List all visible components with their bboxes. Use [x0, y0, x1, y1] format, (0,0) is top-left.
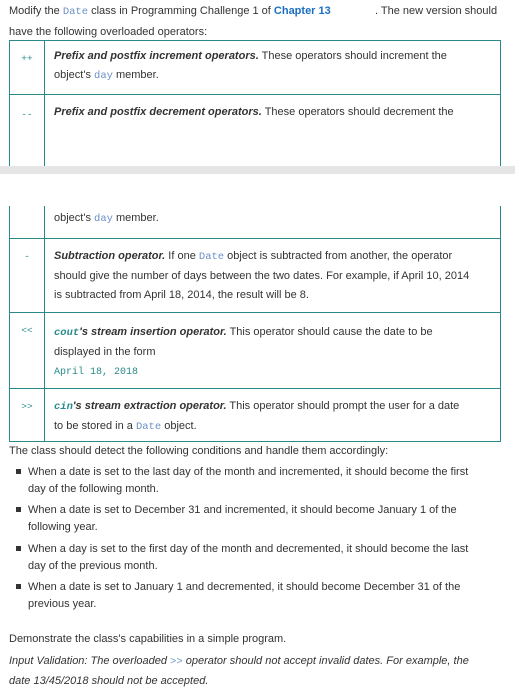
operator-description — [54, 103, 494, 122]
condition-text: When a date is set to January 1 and decremented, it should become December 31 of the — [28, 581, 461, 593]
operator-text: This operator should cause the date to be — [226, 326, 433, 338]
validation-text: operator should not accept invalid dates. For example, the — [182, 655, 469, 667]
intro-text: class in Programming Challenge 1 of — [88, 5, 274, 17]
code-day: day — [94, 70, 113, 82]
intro-line-2: have the following overloaded operators: — [9, 26, 208, 38]
operator-text: These operators should increment the — [258, 50, 447, 62]
operator-title: Subtraction operator. — [54, 250, 166, 262]
code-cout: cout — [54, 327, 80, 339]
operator-text: to be stored in a — [54, 420, 136, 432]
operator-symbol: >> — [10, 389, 45, 441]
operator-text: displayed in the form — [54, 346, 156, 358]
operator-row-decrement — [9, 94, 501, 166]
operator-title: Prefix and postfix increment operators. — [54, 50, 259, 62]
validation-text: Input Validation: The overloaded — [9, 655, 171, 667]
operator-symbol: - — [10, 239, 45, 312]
code-extraction: >> — [170, 656, 183, 668]
code-date: Date — [62, 6, 89, 18]
chapter-13-link[interactable]: Chapter 13 — [273, 5, 331, 17]
condition-text: following year. — [28, 521, 98, 533]
conditions-intro: The class should detect the following conditions and handle them accordingly: — [9, 445, 389, 457]
page-break-divider — [0, 166, 515, 174]
operator-row-insertion — [9, 312, 501, 388]
operator-symbol-empty — [10, 206, 45, 238]
operator-text: If one — [165, 250, 199, 262]
operator-row-increment — [9, 40, 501, 94]
operator-row-extraction — [9, 388, 501, 442]
operator-text: object's — [54, 212, 95, 224]
operator-text: These operators should decrement the — [261, 106, 454, 118]
code-date: Date — [135, 421, 162, 433]
operator-text: object's — [54, 69, 95, 81]
operator-description — [54, 397, 494, 437]
operator-text: object is subtracted from another, the operator — [224, 250, 453, 262]
operator-row-subtraction — [9, 238, 501, 312]
operator-title: 's stream extraction operator. — [72, 400, 227, 412]
operator-symbol: ++ — [10, 41, 45, 94]
operator-symbol: -- — [10, 95, 45, 166]
condition-text: When a day is set to the first day of the month and decremented, it should become the last — [28, 543, 469, 555]
sample-date: April 18, 2018 — [54, 367, 139, 378]
condition-text: When a date is set to December 31 and incremented, it should become January 1 of the — [28, 504, 457, 516]
operator-description — [54, 209, 494, 229]
operator-text: should give the number of days between the two dates. For example, if April 10, 2014 — [54, 270, 470, 282]
operator-description — [54, 323, 494, 382]
operators-table-bottom — [9, 206, 501, 442]
condition-text: day of the following month. — [28, 483, 159, 495]
operator-description — [54, 47, 494, 86]
code-date: Date — [198, 251, 225, 263]
list-item — [16, 579, 503, 613]
operator-title: 's stream insertion operator. — [79, 326, 227, 338]
condition-text: day of the previous month. — [28, 560, 158, 572]
operator-text: This operator should prompt the user for a date — [226, 400, 460, 412]
intro-paragraph — [9, 1, 509, 42]
operator-description — [54, 247, 494, 305]
operator-text: object. — [161, 420, 197, 432]
condition-text: previous year. — [28, 598, 97, 610]
operator-row-decrement-continued — [9, 206, 501, 238]
operator-text: member. — [112, 69, 159, 81]
operator-symbol: << — [10, 313, 45, 388]
list-item — [16, 541, 503, 575]
input-validation-text — [9, 652, 509, 691]
operators-table-top — [9, 40, 501, 166]
code-cin: cin — [54, 401, 73, 413]
intro-line-1 — [9, 1, 509, 22]
list-item — [16, 502, 503, 536]
operator-text: is subtracted from April 18, 2014, the result will be 8. — [54, 289, 309, 301]
code-day: day — [94, 213, 113, 225]
validation-text: date 13/45/2018 should not be accepted. — [9, 675, 209, 687]
condition-text: When a date is set to the last day of the month and incremented, it should become the first — [28, 466, 469, 478]
intro-text: Modify the — [9, 5, 63, 17]
intro-text: . The new version should — [375, 5, 498, 17]
operator-text: member. — [112, 212, 159, 224]
list-item — [16, 464, 503, 498]
demonstrate-text: Demonstrate the class's capabilities in a simple program. — [9, 633, 287, 645]
operator-title: Prefix and postfix decrement operators. — [54, 106, 262, 118]
